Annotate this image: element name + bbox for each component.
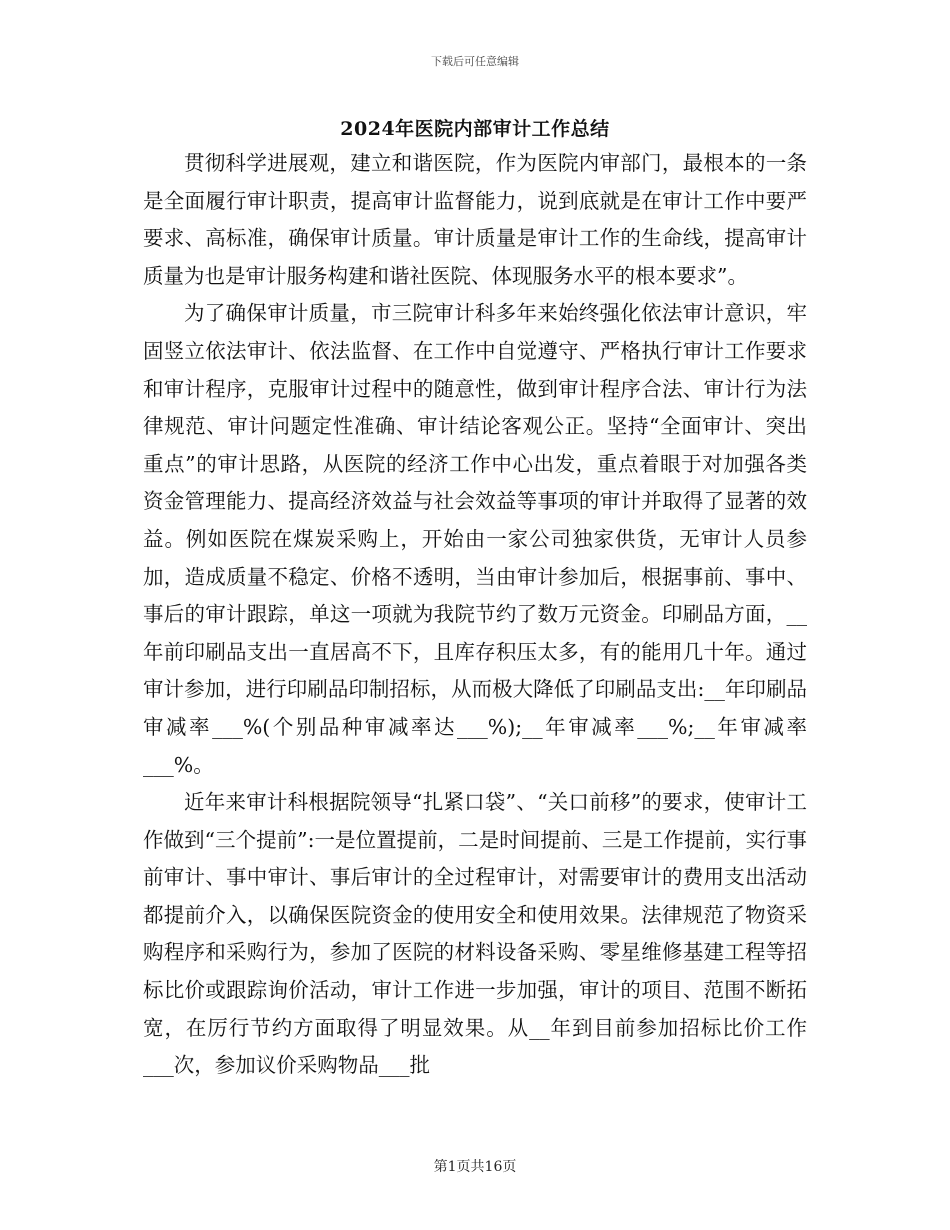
paragraph-1: 贯彻科学进展观，建立和谐医院，作为医院内审部门，最根本的一条是全面履行审计职责，提高审计监督能力，说到底就是在审计工作中要严要求、高标准，确保审计质量。审计质量是审计工作的生命线，提高审计质量为也是审计服务构建和谐社医院、体现服务水平的根本要求”。 (143, 151, 807, 288)
page-number: 第1页共16页 (433, 1159, 517, 1175)
document-title: 2024年医院内部审计工作总结 (340, 118, 610, 140)
paragraph-2: 为了确保审计质量，市三院审计科多年来始终强化依法审计意识，牢固竖立依法审计、依法监督、在工作中自觉遵守、严格执行审计工作要求和审计程序，克服审计过程中的随意性，做到审计程序合法、审计行为法律规范、审计问题定性准确、审计结论客观公正。坚持“全面审计、突出重点”的审计思路，从医院的经济工作中心出发，重点着眼于对加强各类资金管理能力、提高经济效益与社会效益等事项的审计并取得了显著的效益。例如医院在煤炭采购上，开始由一家公司独家供货，无审计人员参加，造成质量不稳定、价格不透明，当由审计参加后，根据事前、事中、事后的审计跟踪，单这一项就为我院节约了数万元资金。印刷品方面，__年前印刷品支出一直居高不下，且库存积压太多，有的能用几十年。通过审计参加，进行印刷品印制招标，从而极大降低了印刷品支出:__年印刷品审减率___%(个别品种审减率达___%);__年审减率___%;__年审减率___%。 (143, 301, 807, 777)
header-note: 下载后可任意编辑 (431, 55, 519, 68)
paragraph-3: 近年来审计科根据院领导“扎紧口袋”、“关口前移”的要求，使审计工作做到“三个提前”:一是位置提前，二是时间提前、三是工作提前，实行事前审计、事中审计、事后审计的全过程审计，对需要审计的费用支出活动都提前介入，以确保医院资金的使用安全和使用效果。法律规范了物资采购程序和采购行为，参加了医院的材料设备采购、零星维修基建工程等招标比价或跟踪询价活动，审计工作进一步加强，审计的项目、范围不断拓宽，在厉行节约方面取得了明显效果。从__年到目前参加招标比价工作___次，参加议价采购物品___批 (143, 790, 807, 1078)
document-body (143, 145, 807, 1085)
